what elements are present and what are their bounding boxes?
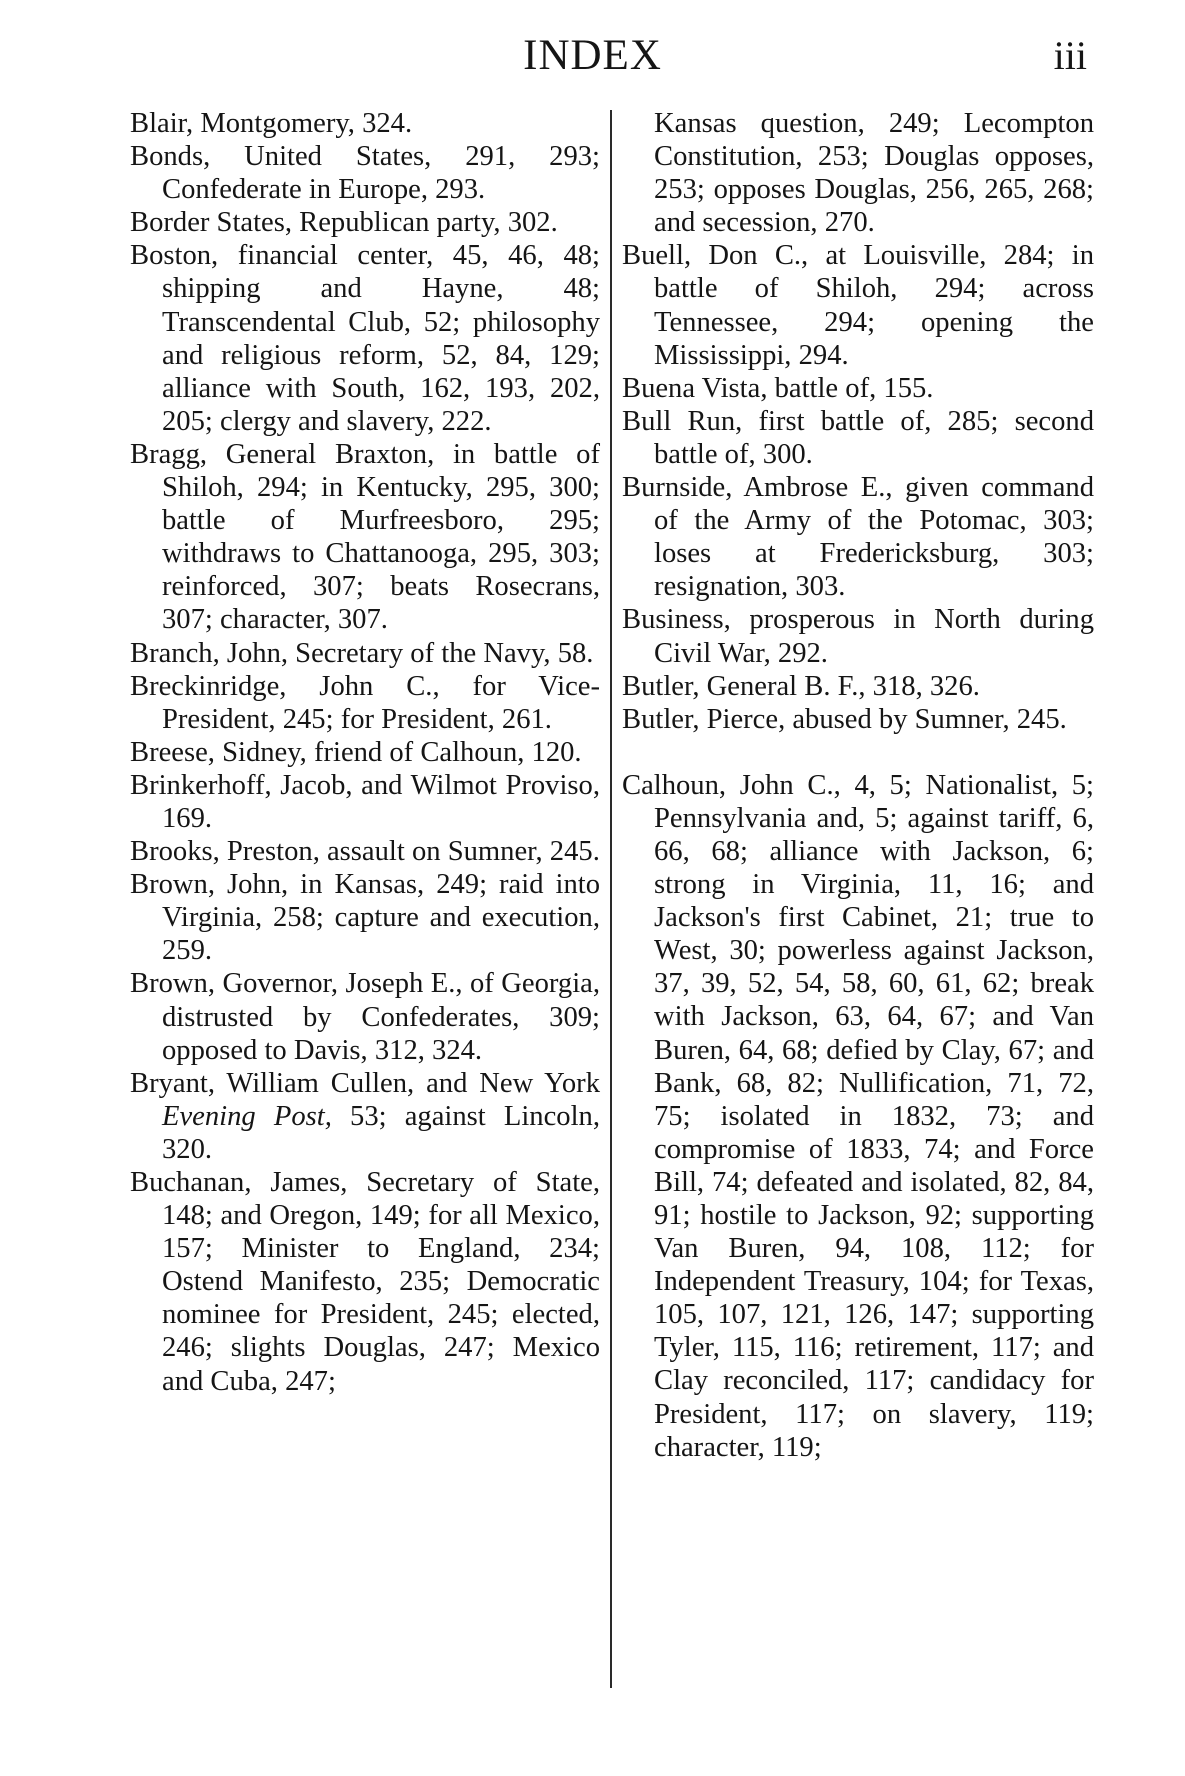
index-entry-bryant bbox=[130, 1067, 600, 1166]
letter-section-gap bbox=[622, 736, 1094, 769]
index-entry: Brinkerhoff, Jacob, and Wilmot Proviso, 169. bbox=[130, 769, 600, 834]
page-number: iii bbox=[1053, 33, 1087, 78]
index-entry: Burnside, Ambrose E., given command of the Army of the Potomac, 303; loses at Fredericksburg, 303; resignation, 303. bbox=[622, 472, 1094, 603]
index-entry: Brown, John, in Kansas, 249; raid into Virginia, 258; capture and execution, 259. bbox=[130, 869, 600, 967]
index-entry: Brown, Governor, Joseph E., of Georgia, distrusted by Confederates, 309; opposed to Davis, 312, 324. bbox=[130, 968, 600, 1066]
publication-title: Evening Post, bbox=[162, 1100, 332, 1132]
index-entry: Border States, Republican party, 302. bbox=[130, 207, 558, 239]
index-entry: Butler, General B. F., 318, 326. bbox=[622, 670, 980, 702]
index-entry: Bragg, General Braxton, in battle of Shiloh, 294; in Kentucky, 295, 300; battle of Murfreesboro, 295; withdraws to Chattanooga, 295, 303; reinforced, 307; beats Rosecrans, 307; character, 307. bbox=[130, 438, 600, 636]
index-entry: Buena Vista, battle of, 155. bbox=[622, 372, 934, 404]
index-entry: Bull Run, first battle of, 285; second battle of, 300. bbox=[622, 405, 1094, 470]
page-title: INDEX bbox=[523, 32, 662, 79]
entry-text: Bryant, William Cullen, and New York bbox=[130, 1067, 600, 1099]
index-entry: Business, prosperous in North during Civil War, 292. bbox=[622, 604, 1094, 669]
index-entry: Buell, Don C., at Louisville, 284; in battle of Shiloh, 294; across Tennessee, 294; opening the Mississippi, 294. bbox=[622, 240, 1094, 371]
index-entry: Bonds, United States, 291, 293; Confederate in Europe, 293. bbox=[130, 141, 600, 206]
index-entry: Brooks, Preston, assault on Sumner, 245. bbox=[130, 836, 600, 868]
index-entry: Buchanan, James, Secretary of State, 148; and Oregon, 149; for all Mexico, 157; Minister to England, 234; Ostend Manifesto, 235; Democratic nominee for President, 245; elected, 246; slights Douglas, 247; Mexico and Cuba, 247; bbox=[130, 1167, 600, 1397]
index-column-left bbox=[130, 107, 600, 1398]
column-divider bbox=[610, 110, 612, 1688]
index-column-right bbox=[622, 107, 1094, 1464]
index-entry: Blair, Montgomery, 324. bbox=[130, 108, 413, 139]
index-entry: Branch, John, Secretary of the Navy, 58. bbox=[130, 637, 594, 669]
page-header bbox=[0, 30, 1185, 82]
entry-text: 53; against Lincoln, 320. bbox=[162, 1100, 600, 1165]
index-entry: Boston, financial center, 45, 46, 48; shipping and Hayne, 48; Transcendental Club, 52; philosophy and religious reform, 52, 84, 129; alliance with South, 162, 193, 202, 205; clergy and slavery, 222. bbox=[130, 240, 600, 437]
index-entry: Butler, Pierce, abused by Sumner, 245. bbox=[622, 703, 1067, 735]
index-entry: Calhoun, John C., 4, 5; Nationalist, 5; Pennsylvania and, 5; against tariff, 6, 66, 68; alliance with Jackson, 6; strong in Virginia, 11, 16; and Jackson's first Cabinet, 21; true to West, 30; powerless against Jackson, 37, 39, 52, 54, 58, 60, 61, 62; break with Jackson, 63, 64, 67; and Van Buren, 64, 68; defied by Clay, 67; and Bank, 68, 82; Nullification, 71, 72, 75; isolated in 1832, 73; and compromise of 1833, 74; and Force Bill, 74; defeated and isolated, 82, 84, 91; hostile to Jackson, 92; supporting Van Buren, 94, 108, 112; for Independent Treasury, 104; for Texas, 105, 107, 121, 126, 147; supporting Tyler, 115, 116; retirement, 117; and Clay reconciled, 117; candidacy for President, 117; on slavery, 119; character, 119; bbox=[622, 769, 1094, 1463]
index-entry: Breese, Sidney, friend of Calhoun, 120. bbox=[130, 736, 582, 768]
index-entry-continued: Kansas question, 249; Lecompton Constitution, 253; Douglas opposes, 253; opposes Douglas, 256, 265, 268; and secession, 270. bbox=[654, 108, 1094, 239]
index-entry: Breckinridge, John C., for Vice-President, 245; for President, 261. bbox=[130, 670, 600, 735]
